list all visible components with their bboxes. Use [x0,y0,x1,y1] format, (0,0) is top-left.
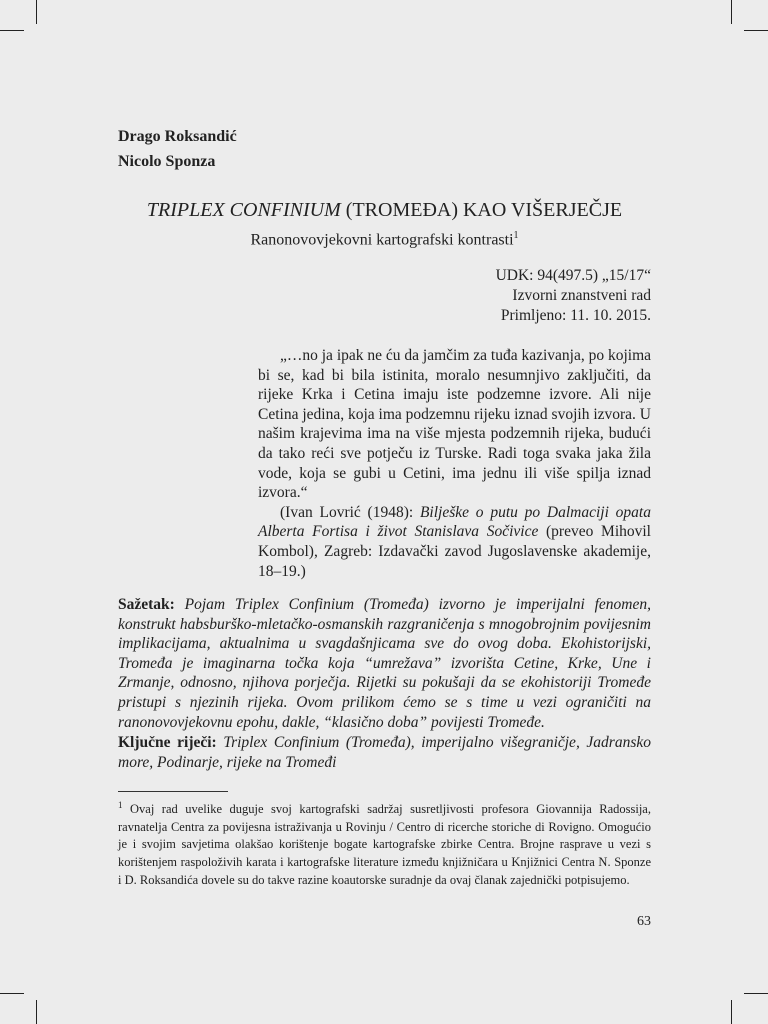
keywords-text: Triplex Confinium (Tromeđa), imperijalno višegraničje, Jadransko more, Podinarje, rijeke na Tromeđi [118,734,651,771]
title-italic: TRIPLEX CONFINIUM [146,199,341,221]
page-number: 63 [637,914,651,929]
author-list [118,124,651,174]
abstract-label: Sažetak: [118,596,175,613]
crop-mark [731,1000,732,1024]
footnote-text: Ovaj rad uvelike duguje svoj kartografski sadržaj susretljivosti profesora Giovannija Radossija, ravnatelja Centra za povijesna istraživanja u Rovinju / Centro di ricerche storiche di Rovigno. Omogućio je i svojim savjetima olakšao korištenje bogate kartografske zbirke Centra. Brojne rasprave u vezi s korištenjem raspoloživih karata i kartografske literature između knjižničara u Knjižnici Centra N. Sponze i D. Roksandića dovele su do takve razine koautorske suradnje da ovaj članak zajednički potpisujemo. [118,802,651,887]
abstract [118,595,651,732]
epigraph-citation [258,503,651,581]
crop-mark [36,1000,37,1024]
received-date: Primljeno: 11. 10. 2015. [500,307,651,324]
udk-code: UDK: 94(497.5) „15/17“ [495,267,651,284]
footnote [118,797,651,889]
footnote-divider [118,791,228,792]
citation-author: (Ivan Lovrić (1948): [280,503,420,521]
article-type: Izvorni znanstveni rad [512,287,651,304]
epigraph [258,346,651,581]
epigraph-quote: „…no ja ipak ne ću da jamčim za tuđa kazivanja, po kojima bi se, kad bi bila istinita, moralo nesumnjivo zaključiti, da rijeke Krka i Cetina imaju iste podzemne izvore. Ali nije Cetina jedina, koja ima podzemnu rijeku iznad svojih izvora. U našim krajevima ima na više mjesta podzemnih rijeka, budući da tako reći sve potječu iz Turske. Radi toga svaka jaka žila vode, koja se gubi u Cetini, ima jednu ili više spilja iznad izvora.“ [258,347,652,502]
keywords-label: Ključne riječi: [118,734,217,751]
keywords [118,733,651,772]
citation-details: (preveo Mihovil Kombol), Zagreb: Izdavački zavod Jugoslavenske akademije, 18–19.) [258,523,651,580]
subtitle-text: Ranonovovjekovni kartografski kontrasti [250,231,514,249]
crop-mark [744,30,768,31]
footnote-ref[interactable]: 1 [513,230,519,241]
footnote-mark: 1 [118,800,123,810]
crop-mark [0,993,24,994]
citation-title: Bilješke o putu po Dalmaciji opata Alberta Fortisa i život Stanislava Sočivice [258,503,651,541]
article-metadata [118,266,651,326]
author-name: Drago Roksandić [118,128,237,145]
article-subtitle [118,225,651,251]
abstract-text: Pojam Triplex Confinium (Tromeđa) izvorno je imperijalni fenomen, konstrukt habsburško-mletačko-osmanskih razgraničenja s mnogobrojnim povijesnim implikacijama, aktualnima u svagdašnjicama sve do ovog doba. Ekohistorijski, Tromeđa je imaginarna točka koja “umrežava” izvorišta Cetine, Krke, Une i Zrmanje, odnosno, njihova porječja. Rijetki su pokušaji da se ekohistoriji Tromeđe pristupi s njezinih rijeka. Ovom prilikom ćemo se s time u vezi ograničiti na ranonovovjekovnu epohu, dakle, “klasično doba” povijesti Tromeđe. [118,596,651,731]
crop-mark [744,993,768,994]
crop-mark [0,30,24,31]
crop-mark [36,0,37,24]
article-title [118,196,651,224]
title-rest: (TROMEĐA) KAO VIŠERJEČJE [340,199,623,221]
author-name: Nicolo Sponza [118,153,216,170]
crop-mark [731,0,732,24]
